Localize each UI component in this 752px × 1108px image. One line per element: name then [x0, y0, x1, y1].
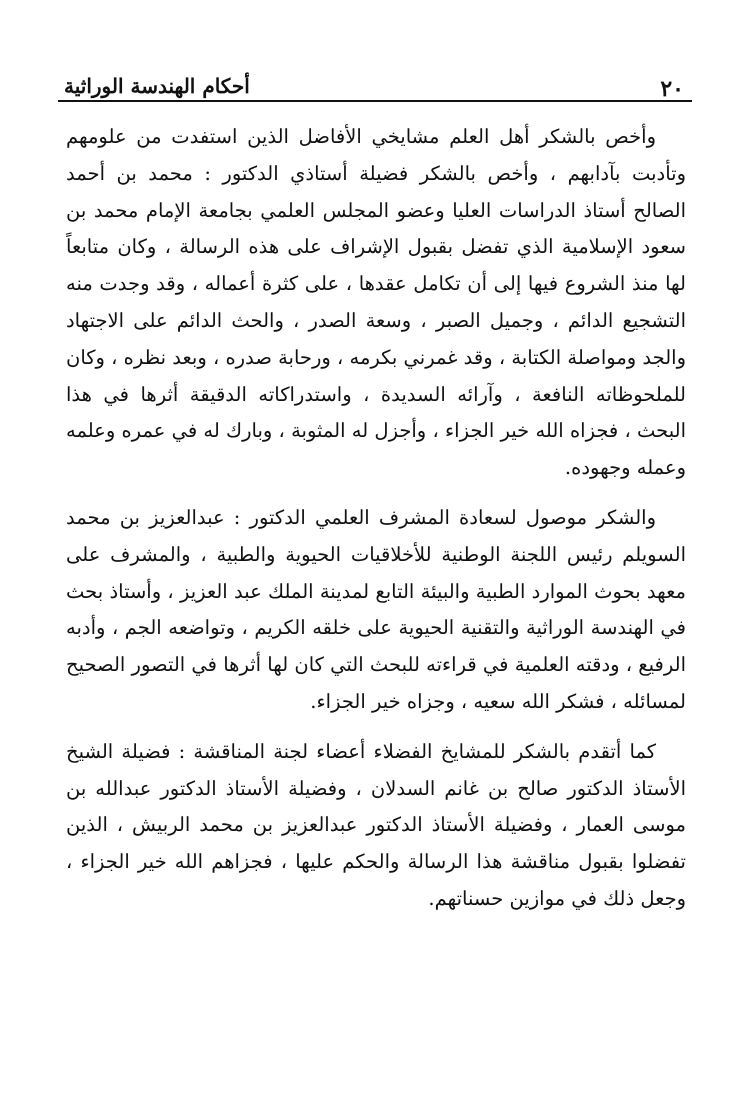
header-rule: [58, 100, 692, 102]
paragraph-thanks-committee: كما أتقدم بالشكر للمشايخ الفضلاء أعضاء لجنة المناقشة : فضيلة الشيخ الأستاذ الدكتور صالح بن غانم السدلان ، وفضيلة الأستاذ الدكتور عبدالله بن موسى العمار ، وفضيلة الأستاذ الدكتور عبدالعزيز بن محمد الربيش ، الذين تفضلوا بقبول مناقشة هذا الرسالة والحكم عليها ، فجزاهم الله خير الجزاء ، وجعل ذلك في موازين حسناتهم.: [66, 739, 686, 910]
paragraph-thanks-supervisor: وأخص بالشكر أهل العلم مشايخي الأفاضل الذين استفدت من علومهم وتأدبت بآدابهم ، وأخص بالشكر فضيلة أستاذي الدكتور : محمد بن أحمد الصالح أستاذ الدراسات العليا وعضو المجلس العلمي بجامعة الإمام محمد بن سعود الإسلامية الذي تفضل بقبول الإشراف على هذه الرسالة ، وكان متابعاً لها منذ الشروع فيها إلى أن تكامل عقدها ، على كثرة أعماله ، وقد وجدت منه التشجيع الدائم ، وجميل الصبر ، وسعة الصدر ، والحث الدائم على الاجتهاد والجد ومواصلة الكتابة ، وقد غمرني بكرمه ، ورحابة صدره ، وبعد نظره ، وكان للملحوظاته النافعة ، وآرائه السديدة ، واستدراكاته الدقيقة أثرها في هذا البحث ، فجزاه الله خير الجزاء ، وأجزل له المثوبة ، وبارك له في عمره وعلمه وعمله وجهوده.: [66, 125, 686, 480]
page-header: [58, 68, 692, 102]
paragraph-thanks-scientific-supervisor: والشكر موصول لسعادة المشرف العلمي الدكتور : عبدالعزيز بن محمد السويلم رئيس اللجنة الوطنية للأخلاقيات الحيوية والطبية ، والمشرف على معهد بحوث الموارد الطبية والبيئة التابع لمدينة الملك عبد العزيز ، وأستاذ بحث في الهندسة الوراثية والتقنية الحيوية على خلقه الكريم ، وتواضعه الجم ، وأدبه الرفيع ، ودقته العلمية في قراءته للبحث التي كان لها أثرها في التصور الصحيح لمسائله ، فشكر الله سعيه ، وجزاه خير الجزاء.: [66, 505, 686, 713]
page-body: [66, 119, 686, 931]
running-title: أحكام الهندسة الوراثية: [64, 74, 250, 98]
page-number: ٢٠: [660, 76, 684, 102]
